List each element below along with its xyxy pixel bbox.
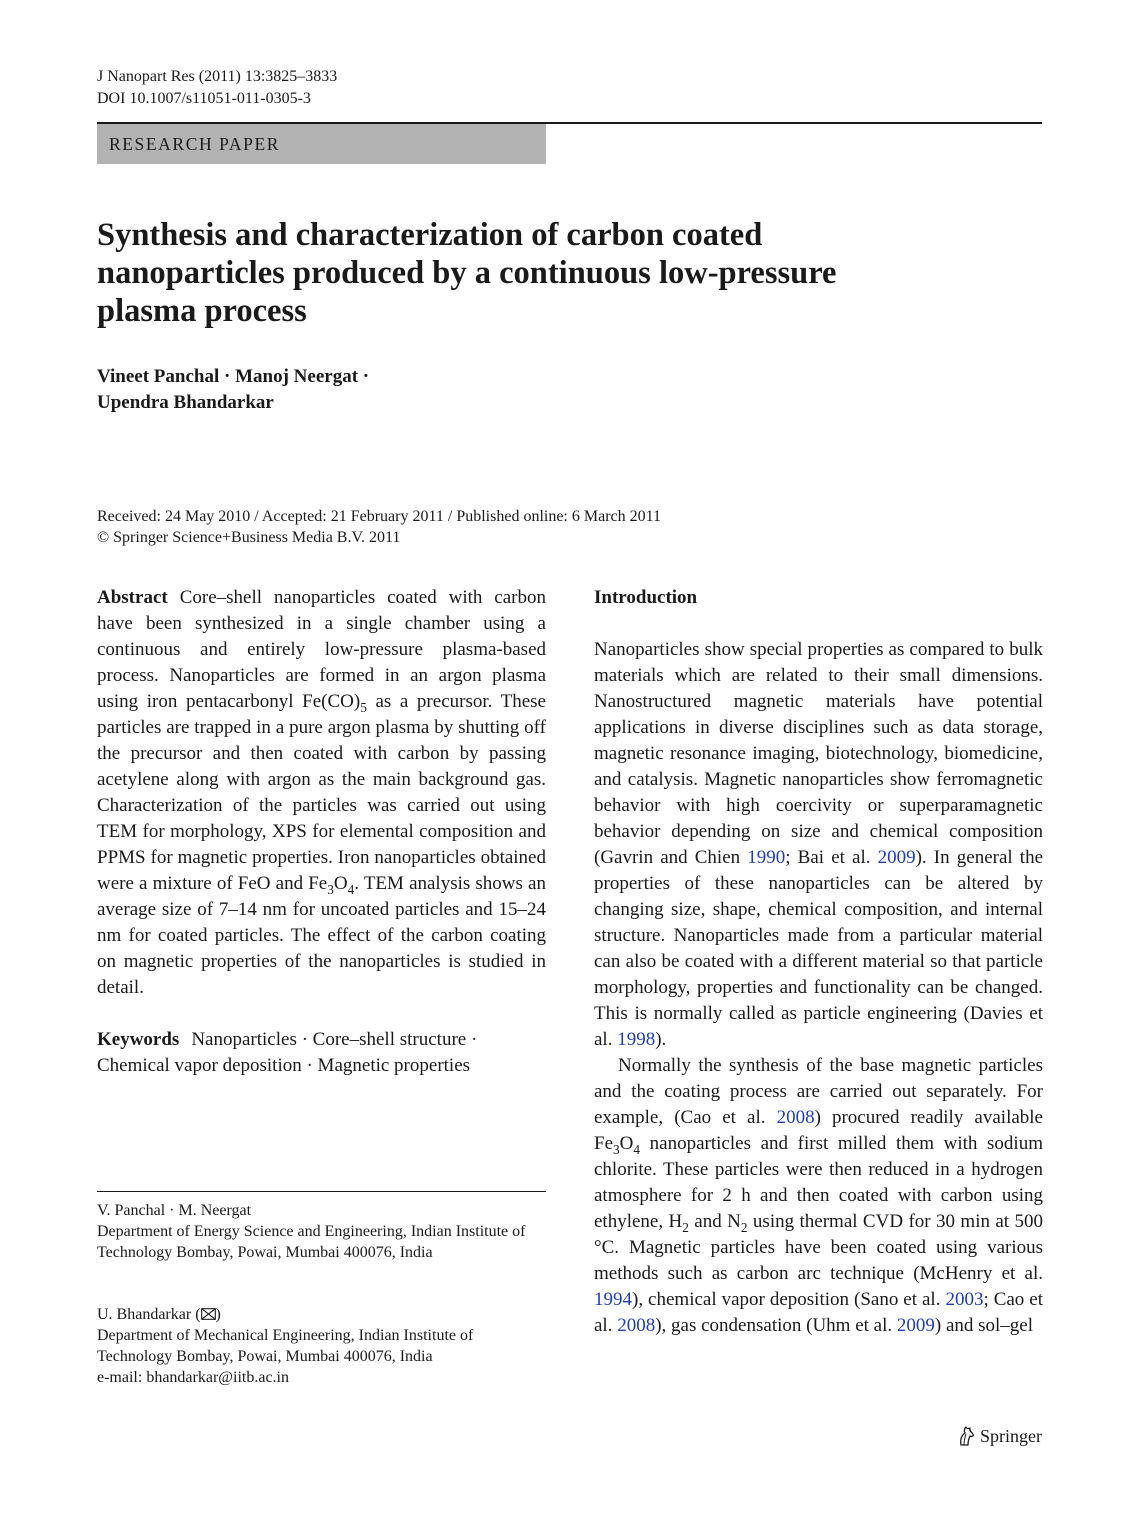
abstract-label: Abstract: [97, 587, 168, 608]
journal-header: [97, 66, 337, 110]
corresponding-email[interactable]: e-mail: bhandarkar@iitb.ac.in: [97, 1369, 289, 1386]
section-label: RESEARCH PAPER: [97, 124, 546, 164]
affiliation-2: [97, 1304, 546, 1388]
affiliation-rule: [97, 1191, 546, 1192]
introduction-heading: Introduction: [594, 587, 698, 608]
paper-title: Synthesis and characterization of carbon coated nanoparticles produced by a continuous low-pressure plasma process: [97, 217, 837, 329]
authors-line-1: Vineet Panchal · Manoj Neergat ·: [97, 366, 370, 387]
journal-citation: J Nanopart Res (2011) 13:3825–3833: [97, 68, 338, 85]
intro-paragraph-1: Nanoparticles show special properties as compared to bulk materials which are related to their small dimensions. Nanostructured magnetic materials have potential applications in diverse disciplines such as data storage, magnetic resonance imaging, biotechnology, biomedicine, and catalysis. Magnetic nanoparticles show ferromagnetic behavior with high coercivity or superparamagnetic behavior depending on size and chemical composition (Gavrin and Chien 1990; Bai et al. 2009). In general the properties of these nanoparticles can be altered by changing size, shape, chemical composition, and internal structure. Nanoparticles made from a particular material can also be coated with a different material so that particle morphology, properties and functionality can be changed. This is normally called as particle engineering (Davies et al. 1998).: [594, 639, 1043, 1050]
citation-link[interactable]: 1994: [594, 1289, 632, 1310]
right-column: [594, 585, 1043, 1339]
springer-horse-icon: [956, 1425, 976, 1447]
authors-line-2: Upendra Bhandarkar: [97, 392, 274, 413]
doi: DOI 10.1007/s11051-011-0305-3: [97, 90, 311, 107]
keywords-list: Nanoparticles · Core–shell structure · Chemical vapor deposition · Magnetic properties: [97, 1029, 478, 1076]
affiliation-2-name: U. Bhandarkar ( ): [97, 1306, 221, 1323]
citation-link[interactable]: 2003: [945, 1289, 984, 1310]
author-list: [97, 364, 369, 416]
citation-link[interactable]: 1990: [747, 847, 786, 868]
citation-link[interactable]: 2008: [617, 1315, 656, 1336]
affiliation-1-names: V. Panchal · M. Neergat: [97, 1202, 252, 1219]
affiliation-2-address: Department of Mechanical Engineering, Indian Institute of Technology Bombay, Powai, Mumbai 400076, India: [97, 1327, 474, 1365]
intro-paragraph-2: Normally the synthesis of the base magnetic particles and the coating process are carried out separately. For example, (Cao et al. 2008) procured readily available $Fe_3O_4$ nanoparticles and first milled them with sodium chlorite. These particles were then reduced in a hydrogen atmosphere for 2 h and then coated with carbon using ethylene, $H_2$ and $N_2$ using thermal CVD for 30 min at 500 °C. Magnetic particles have been coated using various methods such as carbon arc technique (McHenry et al. 1994), chemical vapor deposition (Sano et al. 2003; Cao et al. 2008), gas condensation (Uhm et al. 2009) and sol–gel: [594, 1055, 1043, 1336]
left-column: [97, 585, 546, 1079]
keywords-label: Keywords: [97, 1029, 180, 1050]
copyright-notice: © Springer Science+Business Media B.V. 2011: [97, 529, 401, 546]
citation-link[interactable]: 2009: [896, 1315, 935, 1336]
envelope-icon: [201, 1308, 216, 1320]
affiliation-1: [97, 1200, 546, 1263]
publisher-name: Springer: [980, 1426, 1042, 1446]
abstract: Abstract Core–shell nanoparticles coated with carbon have been synthesized in a single chamber using a continuous and entirely low-pressure plasma-based process. Nanoparticles are formed in an argon plasma using iron pentacarbonyl $Fe(CO)_5$ as a precursor. These particles are trapped in a pure argon plasma by shutting off the precursor and then coated with carbon by passing acetylene along with argon as the main background gas. Characterization of the particles was carried out using TEM for morphology, XPS for elemental composition and PPMS for magnetic properties. Iron nanoparticles obtained were a mixture of FeO and $Fe_3O_4$. TEM analysis shows an average size of 7–14 nm for uncoated particles and 15–24 nm for coated particles. The effect of the carbon coating on magnetic properties of the nanoparticles is studied in detail.: [97, 587, 546, 998]
keywords: [97, 1027, 546, 1079]
publisher-footer: [956, 1424, 1042, 1448]
citation-link[interactable]: 2008: [776, 1107, 815, 1128]
history-dates: Received: 24 May 2010 / Accepted: 21 February 2011 / Published online: 6 March 2011: [97, 508, 662, 525]
affiliation-1-address: Department of Energy Science and Engineering, Indian Institute of Technology Bombay, Powai, Mumbai 400076, India: [97, 1223, 526, 1261]
citation-link[interactable]: 2009: [877, 847, 916, 868]
publication-history: [97, 506, 661, 548]
citation-link[interactable]: 1998: [617, 1029, 656, 1050]
